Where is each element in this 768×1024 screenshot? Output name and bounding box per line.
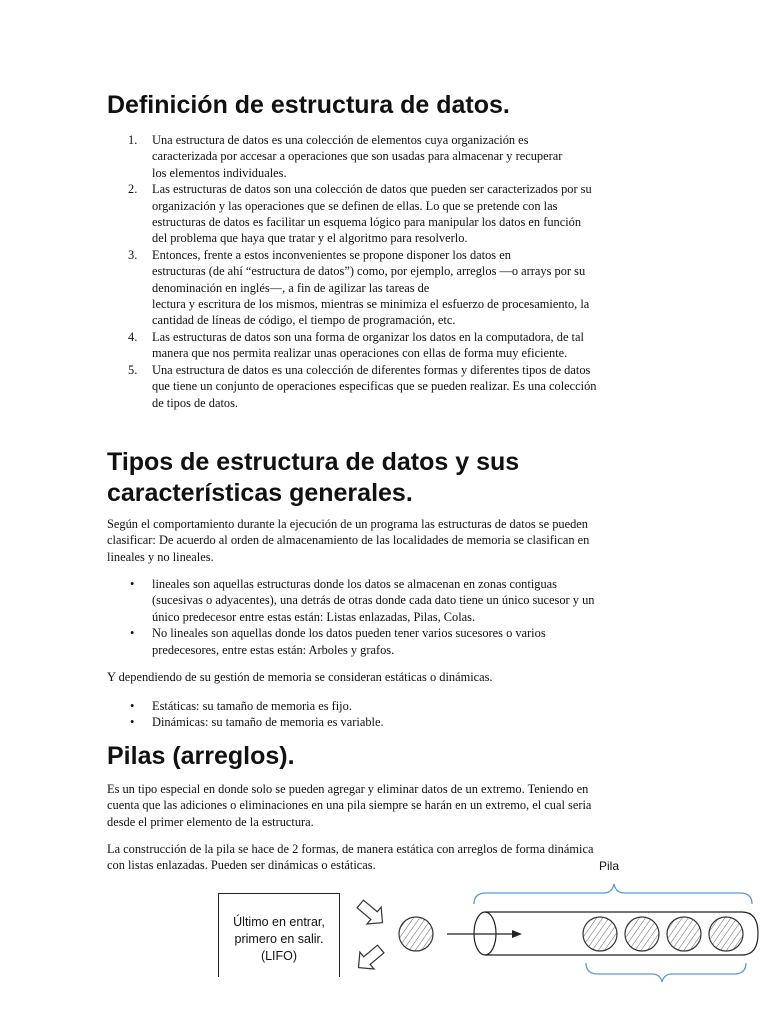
definition-line: manera que nos permita realizar unas operaciones con ellas de forma muy eficiente. bbox=[152, 346, 568, 361]
definition-line: cantidad de líneas de código, el tiempo de programación, etc. bbox=[152, 313, 456, 328]
definition-line: lectura y escritura de los mismos, mientras se minimiza el esfuerzo de procesamiento, la bbox=[152, 297, 590, 312]
definition-line: Entonces, frente a estos inconvenientes se propone disponer los datos en bbox=[152, 247, 511, 262]
paragraph-line: desde el primer elemento de la estructura. bbox=[107, 814, 314, 829]
bullet-line: lineales son aquellas estructuras donde los datos se almacenan en zonas contiguas bbox=[152, 577, 557, 591]
pila-label: Pila bbox=[599, 859, 620, 873]
section-title-tipos-line2: características generales. bbox=[107, 479, 413, 507]
stack-element bbox=[667, 917, 701, 951]
definition-line: que tiene un conjunto de operaciones especificas que se pueden realizar. Es una colección bbox=[152, 379, 597, 394]
section-title-tipos-line1: Tipos de estructura de datos y sus bbox=[107, 448, 520, 476]
definition-line: estructuras de datos es facilitar un esquema lógico para manipular los datos en función bbox=[152, 215, 582, 230]
paragraph-line: con listas enlazadas. Pueden ser dinámicas o estáticas. bbox=[107, 858, 376, 873]
definition-line: Una estructura de datos es una colección de diferentes formas y diferentes tipos de datos bbox=[152, 362, 591, 377]
stack-element bbox=[583, 917, 617, 951]
section-title-pilas: Pilas (arreglos). bbox=[107, 742, 295, 770]
definition-line: de tipos de datos. bbox=[152, 395, 239, 410]
bullet-line: predecesores, entre estas están: Arboles y grafos. bbox=[152, 642, 395, 657]
memory-text: Y dependiendo de su gestión de memoria se consideran estáticas o dinámicas. bbox=[107, 670, 493, 684]
bullet-icon: • bbox=[130, 577, 135, 591]
definition-line: del problema que haya que tratar y el algoritmo para resolverlo. bbox=[152, 231, 468, 246]
stack-element bbox=[625, 917, 659, 951]
bullet-line: Dinámicas: su tamaño de memoria es variable. bbox=[152, 715, 384, 730]
bullet-line: No lineales son aquellas donde los datos pueden tener varios sucesores o varios bbox=[152, 626, 546, 641]
bullet-line: único predecesor entre estas están: Listas enlazadas, Pilas, Colas. bbox=[152, 609, 476, 624]
tube-end bbox=[742, 912, 758, 955]
definition-line: los elementos individuales. bbox=[152, 165, 287, 180]
paragraph-line: clasificar: De acuerdo al orden de almacenamiento de las localidades de memoria se clasifican en bbox=[107, 533, 590, 548]
top-brace bbox=[474, 884, 752, 904]
paragraph-line: Es un tipo especial en donde solo se pueden agregar y eliminar datos de un extremo. Teniendo en bbox=[107, 782, 589, 796]
bullet-icon: • bbox=[130, 699, 135, 713]
bullet-icon: • bbox=[130, 715, 135, 730]
stack-element bbox=[709, 917, 743, 951]
pop-arrow-icon bbox=[351, 941, 387, 976]
definition-line: estructuras (de ahí “estructura de datos”) como, por ejemplo, arreglos —o arrays por su bbox=[152, 264, 586, 279]
bullet-icon: • bbox=[130, 626, 135, 641]
lifo-line-2: primero en salir. bbox=[234, 932, 324, 946]
definition-line: organización y las operaciones que se definen de ellas. Lo que se pretende con las bbox=[152, 198, 558, 213]
definition-line: caracterizada por accesar a operaciones que son usadas para almacenar y recuperar bbox=[152, 149, 563, 164]
list-number: 5. bbox=[128, 362, 138, 377]
push-arrow-icon bbox=[353, 896, 389, 931]
list-number: 3. bbox=[128, 247, 138, 262]
definition-line: denominación en inglés—, a fin de agilizar las tareas de bbox=[152, 280, 430, 295]
lifo-line-1: Último en entrar, bbox=[233, 915, 325, 929]
paragraph-line: La construcción de la pila se hace de 2 formas, de manera estática con arreglos de forma dinámica bbox=[107, 842, 594, 856]
section-title-definicion: Definición de estructura de datos. bbox=[107, 91, 510, 119]
definition-line: Una estructura de datos es una colección de elementos cuya organización es bbox=[152, 133, 529, 147]
paragraph-line: cuenta que las adiciones o eliminaciones en una pila siempre se harán en un extremo, el cual seria bbox=[107, 798, 592, 813]
list-number: 4. bbox=[128, 329, 138, 344]
bottom-brace bbox=[586, 963, 746, 982]
lifo-line-3: (LIFO) bbox=[260, 949, 298, 963]
list-number: 1. bbox=[128, 133, 138, 147]
bullet-line: (sucesivas o adyacentes), una detrás de otras donde cada dato tiene un único sucesor y un bbox=[152, 593, 595, 608]
definition-line: Las estructuras de datos son una colección de datos que pueden ser caracterizados por su bbox=[152, 182, 592, 197]
incoming-element bbox=[399, 917, 433, 951]
list-number: 2. bbox=[128, 182, 138, 197]
entry-arrow-head bbox=[512, 930, 522, 938]
definition-line: Las estructuras de datos son una forma de organizar los datos en la computadora, de tal bbox=[152, 329, 584, 344]
paragraph-line: lineales y no lineales. bbox=[107, 549, 214, 564]
bullet-line: Estáticas: su tamaño de memoria es fijo. bbox=[152, 699, 352, 713]
paragraph-line: Según el comportamiento durante la ejecución de un programa las estructuras de datos se pueden bbox=[107, 517, 589, 531]
